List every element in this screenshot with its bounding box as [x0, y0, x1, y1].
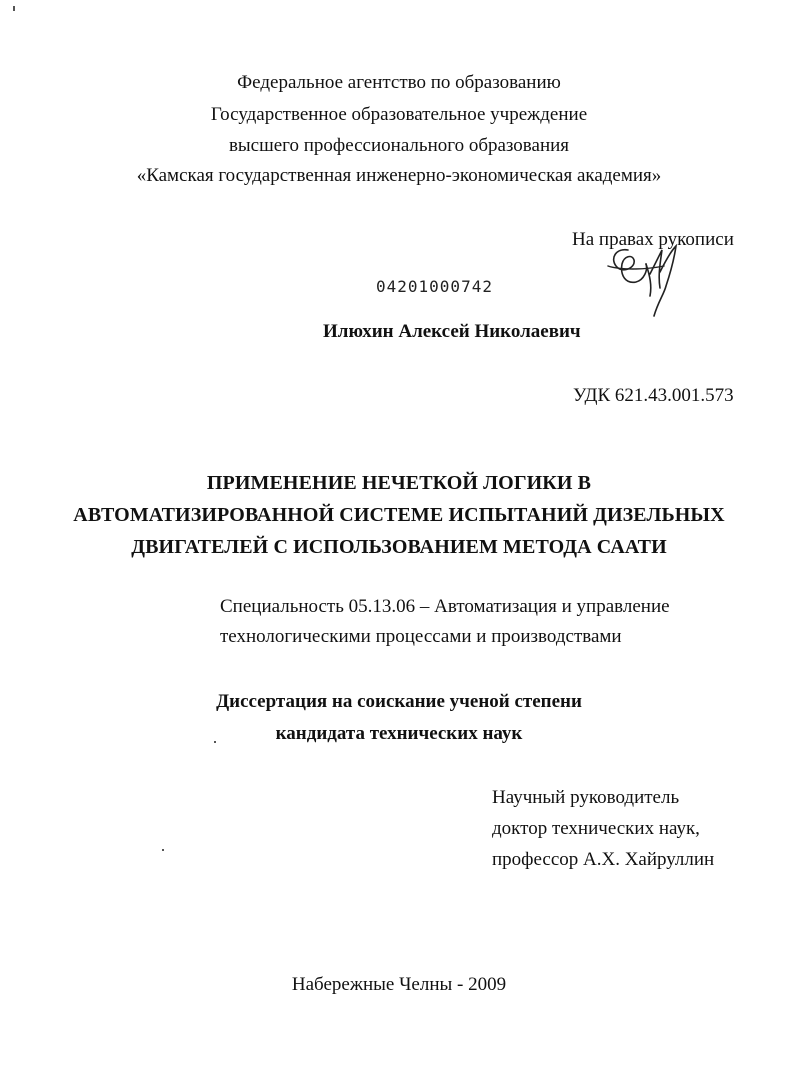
- scan-speck: [214, 741, 216, 743]
- supervisor-title: Научный руководитель: [492, 787, 680, 808]
- place-year: Набережные Челны - 2009: [291, 974, 507, 995]
- handwritten-signature-icon: [600, 236, 700, 320]
- specialty-line-1: Специальность 05.13.06 – Автоматизация и управление: [220, 596, 670, 617]
- header-agency: Федеральное агентство по образованию: [237, 72, 561, 93]
- thesis-title-line-3: ДВИГАТЕЛЕЙ С ИСПОЛЬЗОВАНИЕМ МЕТОДА СААТИ: [131, 536, 667, 558]
- scan-speck: [162, 849, 164, 851]
- registry-number: 04201000742: [376, 277, 493, 296]
- scan-speck: [13, 6, 15, 11]
- dissertation-line-2: кандидата технических наук: [275, 723, 523, 744]
- author-name: Илюхин Алексей Николаевич: [323, 321, 581, 342]
- header-institution: Государственное образовательное учреждение: [210, 104, 588, 125]
- supervisor-degree: доктор технических наук,: [492, 818, 700, 839]
- supervisor-name: профессор А.Х. Хайруллин: [492, 849, 715, 870]
- header-academy: «Камская государственная инженерно-экономическая академия»: [136, 165, 662, 186]
- dissertation-line-1: Диссертация на соискание ученой степени: [216, 691, 582, 712]
- manuscript-note: На правах рукописи: [572, 229, 734, 250]
- specialty-line-2: технологическими процессами и производствами: [220, 626, 622, 647]
- udc-code: УДК 621.43.001.573: [573, 385, 734, 406]
- header-education-level: высшего профессионального образования: [228, 135, 570, 156]
- thesis-title-line-2: АВТОМАТИЗИРОВАННОЙ СИСТЕМЕ ИСПЫТАНИЙ ДИЗЕЛЬНЫХ: [73, 504, 725, 526]
- thesis-title-line-1: ПРИМЕНЕНИЕ НЕЧЕТКОЙ ЛОГИКИ В: [206, 472, 592, 494]
